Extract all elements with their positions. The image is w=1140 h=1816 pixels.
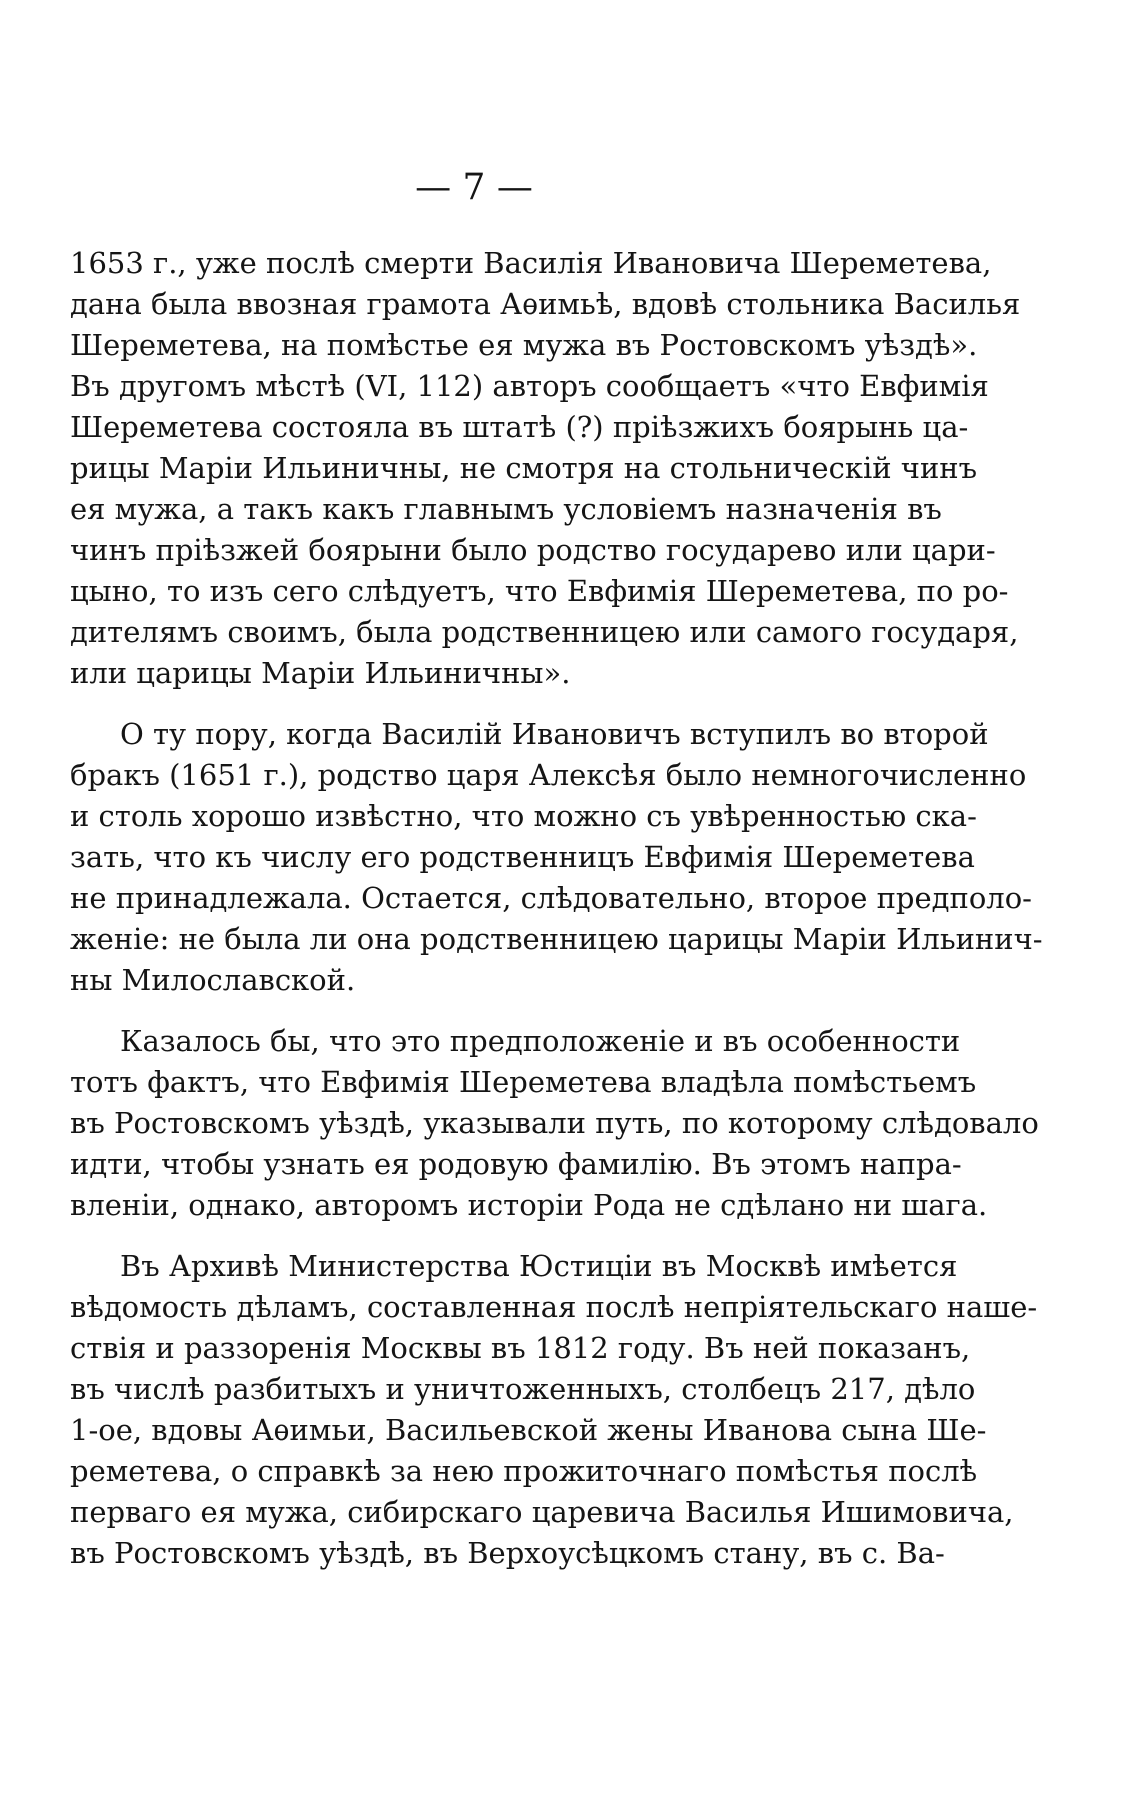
text-line: Казалось бы, что это предположеніе и въ особенности xyxy=(120,1024,961,1058)
paragraph-2 xyxy=(70,714,1043,1001)
text-line: или царицы Маріи Ильиничны». xyxy=(70,656,571,690)
text-line: Въ Архивѣ Министерства Юстиціи въ Москвѣ имѣется xyxy=(120,1249,958,1283)
text-line: ея мужа, а такъ какъ главнымъ условіемъ назначенія въ xyxy=(70,492,942,526)
text-line: перваго ея мужа, сибирскаго царевича Василья Ишимовича, xyxy=(70,1495,1014,1529)
text-line: ны Милославской. xyxy=(70,963,356,997)
paragraph-3 xyxy=(70,1021,1039,1226)
text-line: чинъ пріѣзжей боярыни было родство государево или цари- xyxy=(70,533,996,567)
text-line: реметева, о справкѣ за нею прожиточнаго помѣстья послѣ xyxy=(70,1454,978,1488)
text-line: зать, что къ числу его родственницъ Евфимія Шереметева xyxy=(70,840,975,874)
text-line: женіе: не была ли она родственницею царицы Маріи Ильинич- xyxy=(70,922,1043,956)
text-line: вѣдомость дѣламъ, составленная послѣ непріятельскаго наше- xyxy=(70,1290,1038,1324)
text-line: бракъ (1651 г.), родство царя Алексѣя было немногочисленно xyxy=(70,758,1027,792)
text-line: идти, чтобы узнать ея родовую фамилію. Въ этомъ напра- xyxy=(70,1147,962,1181)
text-line: цыно, то изъ сего слѣдуетъ, что Евфимія Шереметева, по ро- xyxy=(70,574,1009,608)
text-line: Въ другомъ мѣстѣ (VI, 112) авторъ сообщаетъ «что Евфимія xyxy=(70,369,989,403)
paragraph-4 xyxy=(70,1246,1038,1574)
paragraph-1 xyxy=(70,243,1021,694)
page-number: — 7 — xyxy=(415,167,533,208)
text-line: не принадлежала. Остается, слѣдовательно, второе предполо- xyxy=(70,881,1032,915)
text-line: Шереметева, на помѣстье ея мужа въ Ростовскомъ уѣздѣ». xyxy=(70,328,978,362)
text-line: въ числѣ разбитыхъ и уничтоженныхъ, столбецъ 217, дѣло xyxy=(70,1372,976,1406)
text-line: тотъ фактъ, что Евфимія Шереметева владѣла помѣстьемъ xyxy=(70,1065,977,1099)
body-text xyxy=(70,243,1043,1574)
text-line: дителямъ своимъ, была родственницею или самого государя, xyxy=(70,615,1019,649)
text-line: и столь хорошо извѣстно, что можно съ увѣренностью ска- xyxy=(70,799,977,833)
text-line: 1-ое, вдовы Аѳимьи, Васильевской жены Иванова сына Ше- xyxy=(70,1413,987,1447)
text-line: ствія и раззоренія Москвы въ 1812 году. Въ ней показанъ, xyxy=(70,1331,971,1365)
text-line: рицы Маріи Ильиничны, не смотря на стольническій чинъ xyxy=(70,451,978,485)
text-line: вленіи, однако, авторомъ исторіи Рода не сдѣлано ни шага. xyxy=(70,1188,988,1222)
text-line: дана была ввозная грамота Аѳимьѣ, вдовѣ стольника Василья xyxy=(70,287,1021,321)
text-line: 1653 г., уже послѣ смерти Василія Ивановича Шереметева, xyxy=(70,246,992,280)
text-line: въ Ростовскомъ уѣздѣ, указывали путь, по которому слѣдовало xyxy=(70,1106,1039,1140)
text-line: О ту пору, когда Василій Ивановичъ вступилъ во второй xyxy=(120,717,989,751)
text-line: въ Ростовскомъ уѣздѣ, въ Верхоусѣцкомъ стану, въ с. Ва- xyxy=(70,1536,945,1570)
text-line: Шереметева состояла въ штатѣ (?) пріѣзжихъ боярынь ца- xyxy=(70,410,969,444)
